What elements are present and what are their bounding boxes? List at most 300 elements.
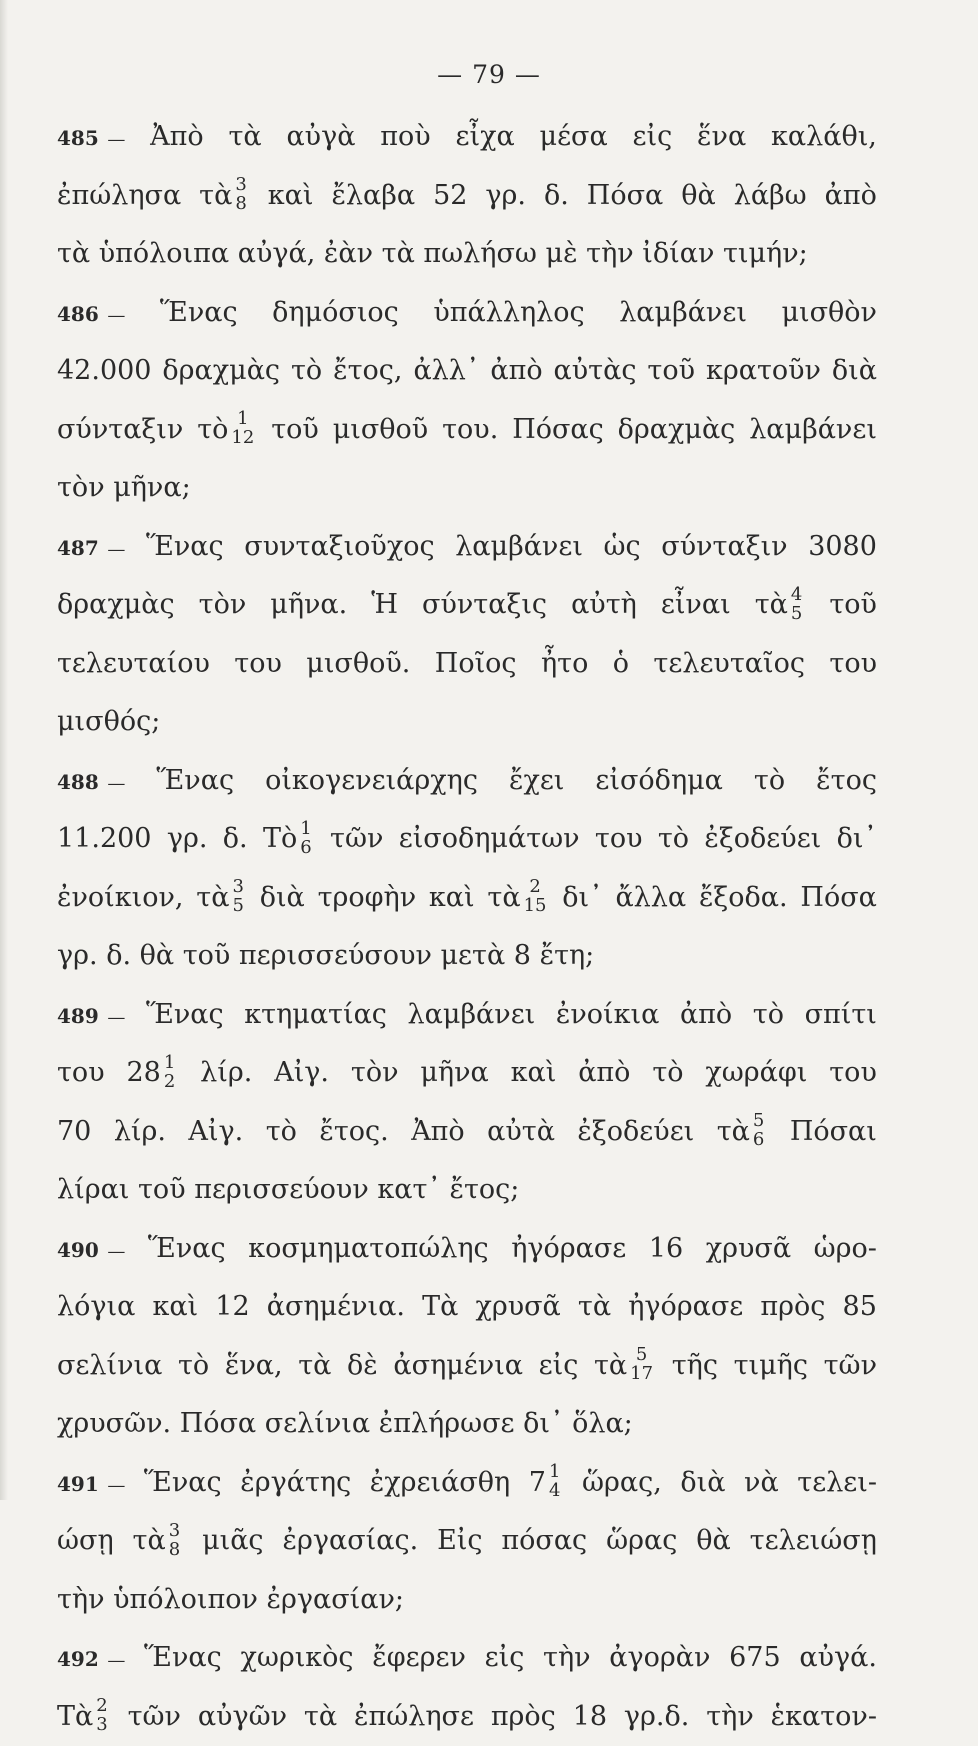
word: ἐργασίας. [282, 1512, 418, 1571]
word: ἰδίαν [642, 238, 714, 269]
word: ἔτη; [540, 940, 595, 971]
word: γρ. [167, 810, 208, 869]
word: Ἕνας [146, 518, 224, 577]
word: τὸ 1 12 [197, 401, 257, 460]
word: λάβω [734, 167, 807, 226]
word: μισθοῦ [333, 401, 429, 460]
word: ἐνοίκιον, [57, 869, 183, 928]
word: εἶχα [456, 108, 515, 167]
problem-lead [57, 518, 125, 577]
word: Ἕνας [148, 1220, 226, 1279]
word: γρ. [57, 940, 98, 971]
fraction [164, 1053, 175, 1091]
page-edge [0, 0, 8, 1500]
word: τὴν [586, 238, 634, 269]
word: εἰς [485, 1629, 525, 1688]
page-number: — 79 — [0, 60, 978, 89]
word: αὐγὰ [286, 108, 355, 167]
word: ἀπὸ [680, 986, 732, 1045]
fraction-numerator: 4 [791, 585, 802, 604]
word: καλάθι, [771, 108, 877, 167]
fraction-numerator: 3 [232, 877, 243, 896]
word: γρ.δ. [624, 1688, 689, 1746]
word: κτηματίας [244, 986, 387, 1045]
word: 11.200 [57, 810, 151, 869]
word: δ. [544, 167, 569, 226]
problem-item [57, 1220, 877, 1454]
word: τὸ [658, 810, 689, 869]
word: κατ᾽ [377, 1174, 441, 1205]
problem-lead [57, 1220, 125, 1279]
text-line [57, 693, 877, 752]
word: τοῦ [647, 342, 695, 401]
problem-number: 486 [57, 302, 99, 326]
word: Πόσα [587, 167, 663, 226]
word: ἀσημένια [393, 1337, 523, 1396]
fraction-numerator: 1 [300, 819, 311, 838]
word: λαμβάνει [619, 284, 747, 343]
word: τὰ 3 5 [196, 869, 247, 928]
fraction-numerator: 2 [524, 877, 547, 896]
word: διὰ [260, 869, 305, 928]
word: 70 [57, 1103, 91, 1162]
word: Ἀπὸ [150, 108, 204, 167]
word: του [234, 635, 282, 694]
word: τὰ 5 6 [717, 1103, 768, 1162]
word: ὑπάλληλος [433, 284, 584, 343]
problem-item [57, 108, 877, 284]
text-line [57, 1337, 877, 1396]
text-line [57, 1688, 877, 1746]
fraction-numerator: 5 [753, 1111, 764, 1130]
word: εἰς [633, 108, 673, 167]
word: Εἰς [437, 1512, 482, 1571]
problem-dash: — [107, 129, 125, 150]
word: χωρικὸς [240, 1629, 353, 1688]
word: ἐπώλησε [354, 1688, 474, 1746]
word: ἦτο [541, 635, 588, 694]
fraction-numerator: 1 [164, 1053, 175, 1072]
fraction-numerator: 3 [235, 175, 246, 194]
word: τὸ [178, 1337, 209, 1396]
word: χωράφι [705, 1044, 807, 1103]
word: μὲ [546, 238, 578, 269]
word: αὐγά. [799, 1629, 877, 1688]
word: του [829, 1044, 877, 1103]
word: ἀπὸ [490, 342, 542, 401]
word: χρυσῶν. [57, 1408, 171, 1439]
word: κρατοῦν [706, 342, 821, 401]
word: Ποῖος [435, 635, 517, 694]
fraction [235, 175, 246, 213]
word: τὸ [652, 1044, 683, 1103]
word: λαμβάνει [408, 986, 536, 1045]
word: δ. [106, 940, 131, 971]
fraction-denominator: 5 [232, 896, 243, 915]
word: οἰκογενειάρχης [265, 752, 478, 811]
word: πωλήσω [423, 238, 537, 269]
word: Ἕνας [156, 752, 234, 811]
word: χρυσᾶ [475, 1278, 560, 1337]
word: περισσεύουν [194, 1174, 369, 1205]
word: δραχμὰς [162, 342, 280, 401]
word: δραχμὰς [57, 576, 175, 635]
word: ὥρας, [582, 1454, 662, 1513]
word: ὅλα; [572, 1408, 633, 1439]
word: 675 [729, 1629, 781, 1688]
fraction-numerator: 3 [169, 1521, 180, 1540]
word: ἕνα [697, 108, 746, 167]
word: τὰ [382, 238, 415, 269]
problem-number: 491 [57, 1472, 99, 1496]
word: ὡς [604, 518, 641, 577]
word: ἐχρειάσθη [370, 1454, 510, 1513]
text-line [57, 1395, 877, 1454]
word: θὰ [681, 167, 716, 226]
word: εἰσόδημα [595, 752, 722, 811]
fraction-numerator: 5 [630, 1345, 653, 1364]
word: τροφὴν [318, 869, 417, 928]
word: τοῦ [138, 1174, 186, 1205]
word: 12 [215, 1278, 249, 1337]
fraction [169, 1521, 180, 1559]
word: Ἡ [371, 576, 398, 635]
word: ἕνα, [225, 1337, 283, 1396]
word: ἀγορὰν [609, 1629, 710, 1688]
problem-number: 488 [57, 770, 99, 794]
word: μέσα [540, 108, 608, 167]
word: του [57, 1044, 105, 1103]
word: ἐργασίαν; [267, 1584, 405, 1615]
word: Πόσα [800, 869, 876, 928]
word: τῶν [824, 1337, 877, 1396]
word: τὴν [543, 1629, 591, 1688]
word: 18 [573, 1688, 607, 1746]
fraction-denominator: 3 [96, 1715, 107, 1734]
text-line [57, 1454, 877, 1513]
word: τοῦ [271, 401, 319, 460]
word: τελευταίου [57, 635, 210, 694]
word: γρ. [485, 167, 526, 226]
text-line [57, 1103, 877, 1162]
word: τοῦ [183, 940, 231, 971]
word: σελίνια [265, 1408, 370, 1439]
problem-dash: — [107, 305, 125, 326]
word: εἰσοδημάτων [399, 810, 580, 869]
word: Πόσαι [790, 1103, 877, 1162]
word: τὰ [298, 1337, 331, 1396]
problem-number: 487 [57, 536, 99, 560]
fraction-denominator: 8 [235, 194, 246, 213]
word: Τὰ 2 3 [57, 1688, 111, 1746]
problem-item [57, 518, 877, 752]
word: τὸν [199, 576, 247, 635]
word: σπίτι [805, 986, 877, 1045]
word: καὶ [268, 167, 314, 226]
word: δραχμὰς [618, 401, 736, 460]
word: κοσμηματοπώλης [248, 1220, 488, 1279]
word: εἰς [539, 1337, 579, 1396]
word: δι᾽ [562, 869, 602, 928]
fraction-numerator: 1 [549, 1462, 560, 1481]
fraction [231, 409, 254, 447]
word: τῆς [672, 1337, 718, 1396]
word: ἔτος; [449, 1174, 519, 1205]
word: τελει- [797, 1454, 877, 1513]
word: τὰ [304, 1688, 337, 1746]
word: καὶ [152, 1278, 198, 1337]
word: ἑκατον- [771, 1688, 877, 1746]
fraction-denominator: 15 [524, 896, 547, 915]
word: ἐργάτης [240, 1454, 351, 1513]
word: 8 [514, 940, 531, 971]
word: λίραι [57, 1174, 129, 1205]
problem-lead [57, 986, 125, 1045]
word: Αἰγ. [274, 1044, 329, 1103]
word: ἐξοδεύει [704, 810, 821, 869]
word: σύνταξιν [57, 401, 183, 460]
text-line [57, 1512, 877, 1571]
word: μῆνα; [113, 472, 190, 503]
fraction-denominator: 6 [753, 1130, 764, 1149]
fraction-denominator: 12 [231, 428, 254, 447]
problem-number: 489 [57, 1004, 99, 1028]
word: αὐτὴ [571, 576, 637, 635]
text-line [57, 1629, 877, 1688]
text-line [57, 869, 877, 928]
problem-item [57, 1454, 877, 1630]
word: μισθός; [57, 706, 160, 737]
word: 16 [649, 1220, 683, 1279]
word: αὐγά, [238, 238, 316, 269]
word: του [595, 810, 643, 869]
word: ἠγόρασε [628, 1278, 743, 1337]
word: ἔχει [509, 752, 564, 811]
word: λαμβάνει [455, 518, 583, 577]
word: Τὰ [422, 1278, 458, 1337]
word: ἀλλ᾽ [413, 342, 479, 401]
word: ὡρο- [814, 1220, 877, 1279]
fraction-denominator: 6 [300, 838, 311, 857]
word: ἔλαβα [331, 167, 415, 226]
text-line [57, 459, 877, 518]
problem-lead [57, 1629, 125, 1688]
text-line [57, 927, 877, 986]
word: λίρ. [200, 1044, 252, 1103]
word: Ἕνας [160, 284, 238, 343]
problem-lead [57, 752, 125, 811]
word: μισθοῦ. [306, 635, 410, 694]
word: του. [442, 401, 498, 460]
word: ἄλλα [615, 869, 686, 928]
word: τὴν [57, 1584, 105, 1615]
word: τιμήν; [723, 238, 808, 269]
word: δὲ [347, 1337, 378, 1396]
text-line [57, 986, 877, 1045]
word: ὑπόλοιπον [113, 1584, 258, 1615]
word: Ἀπὸ [411, 1103, 465, 1162]
word: δι᾽ [523, 1408, 563, 1439]
word: 7 1 4 [529, 1454, 564, 1513]
fraction [232, 877, 243, 915]
word: ἔξοδα. [699, 869, 788, 928]
word: λόγια [57, 1278, 135, 1337]
word: θὰ [696, 1512, 731, 1571]
word: καὶ [511, 1044, 557, 1103]
word: ἐξοδεύει [577, 1103, 694, 1162]
word: τὴν [706, 1688, 754, 1746]
problem-dash: — [107, 1650, 125, 1671]
word: Πόσας [512, 401, 604, 460]
word: ἔτος. [319, 1103, 388, 1162]
text-line [57, 342, 877, 401]
fraction-numerator: 1 [231, 409, 254, 428]
word: σύνταξις [422, 576, 547, 635]
word: τῶν [330, 810, 383, 869]
word: ὁ [613, 635, 629, 694]
word: τὸ [754, 752, 785, 811]
word: λίρ. [114, 1103, 166, 1162]
word: ἐὰν [324, 238, 373, 269]
problem-number: 490 [57, 1238, 99, 1262]
word: ἀπὸ [578, 1044, 630, 1103]
word: θὰ [140, 940, 175, 971]
word: τὰ 3 8 [199, 167, 250, 226]
word: Τὸ 1 6 [263, 810, 315, 869]
word: τὰ 5 17 [594, 1337, 656, 1396]
fraction [96, 1696, 107, 1734]
word: τελειώσῃ [750, 1512, 877, 1571]
word: τὰ 4 5 [755, 576, 806, 635]
word: μισθὸν [781, 284, 877, 343]
word: τὰ [228, 108, 261, 167]
word: τὰ [578, 1278, 611, 1337]
word: Ἕνας [146, 986, 224, 1045]
word: τὰ [57, 238, 90, 269]
text-line [57, 576, 877, 635]
fraction-denominator: 8 [169, 1540, 180, 1559]
problem-item [57, 1629, 877, 1746]
word: ἐπλήρωσε [379, 1408, 515, 1439]
word: ώσῃ [57, 1512, 114, 1571]
word: μετὰ [440, 940, 505, 971]
text-line [57, 167, 877, 226]
fraction [791, 585, 802, 623]
word: συνταξιοῦχος [244, 518, 434, 577]
problem-dash: — [107, 1475, 125, 1496]
text-line [57, 225, 877, 284]
problem-lead [57, 108, 125, 167]
word: ἔφερεν [372, 1629, 466, 1688]
word: τὰ 3 8 [133, 1512, 184, 1571]
problems-list [57, 108, 877, 1746]
text-line [57, 1278, 877, 1337]
word: μιᾶς [202, 1512, 264, 1571]
problem-number: 485 [57, 126, 99, 150]
word: Πόσα [180, 1408, 256, 1439]
problem-number: 492 [57, 1647, 99, 1671]
word: εἶναι [661, 576, 731, 635]
problem-lead [57, 284, 125, 343]
text-line [57, 810, 877, 869]
word: ἀπὸ [825, 167, 877, 226]
fraction-denominator: 4 [549, 1481, 560, 1500]
word: τιμῆς [734, 1337, 808, 1396]
word: μῆνα [420, 1044, 488, 1103]
word: αὐτὰ [487, 1103, 555, 1162]
problem-dash: — [107, 1241, 125, 1262]
text-line [57, 635, 877, 694]
word: πρὸς [491, 1688, 556, 1746]
fraction-denominator: 2 [164, 1072, 175, 1091]
word: ὥρας [606, 1512, 677, 1571]
word: τὸ [266, 1103, 297, 1162]
word: ἔτος, [333, 342, 402, 401]
fraction [524, 877, 547, 915]
word: λαμβάνει [749, 401, 877, 460]
text-line [57, 518, 877, 577]
word: αὐγῶν [198, 1688, 287, 1746]
word: 42.000 [57, 342, 151, 401]
fraction [630, 1345, 653, 1383]
word: 85 [843, 1278, 877, 1337]
word: πρὸς [760, 1278, 825, 1337]
word: μῆνα. [270, 576, 347, 635]
text-line [57, 1571, 877, 1630]
word: τὸ [753, 986, 784, 1045]
fraction-denominator: 5 [791, 604, 802, 623]
word: σελίνια [57, 1337, 162, 1396]
word: τὸν [351, 1044, 399, 1103]
word: ἐπώλησα [57, 167, 181, 226]
word: πόσας [501, 1512, 587, 1571]
text-line [57, 1161, 877, 1220]
word: ἀσημένια. [267, 1278, 405, 1337]
word: τὸ [291, 342, 322, 401]
word: τὰ 2 15 [487, 869, 549, 928]
problem-lead [57, 1454, 125, 1513]
word: ὑπόλοιπα [99, 238, 229, 269]
word: δ. [223, 810, 248, 869]
word: Ἕνας [144, 1629, 222, 1688]
text-line [57, 1220, 877, 1279]
word: ἔτος [816, 752, 877, 811]
word: χρυσᾶ [706, 1220, 791, 1279]
word: 52 [433, 167, 467, 226]
fraction [300, 819, 311, 857]
word: καὶ [429, 869, 475, 928]
fraction-numerator: 2 [96, 1696, 107, 1715]
word: 3080 [808, 518, 877, 577]
word: ἠγόρασε [511, 1220, 626, 1279]
word: του [829, 635, 877, 694]
text-line [57, 108, 877, 167]
word: περισσεύσουν [239, 940, 432, 971]
word: τὸν [57, 472, 105, 503]
text-line [57, 284, 877, 343]
word: 28 1 2 [126, 1044, 178, 1103]
word: δημόσιος [272, 284, 399, 343]
word: αὐτὰς [554, 342, 637, 401]
problem-item [57, 986, 877, 1220]
word: διὰ [680, 1454, 725, 1513]
problem-item [57, 752, 877, 986]
word: Ἕνας [144, 1454, 222, 1513]
word: σύνταξιν [661, 518, 787, 577]
word: τοῦ [829, 576, 877, 635]
fraction [549, 1462, 560, 1500]
problem-item [57, 284, 877, 518]
